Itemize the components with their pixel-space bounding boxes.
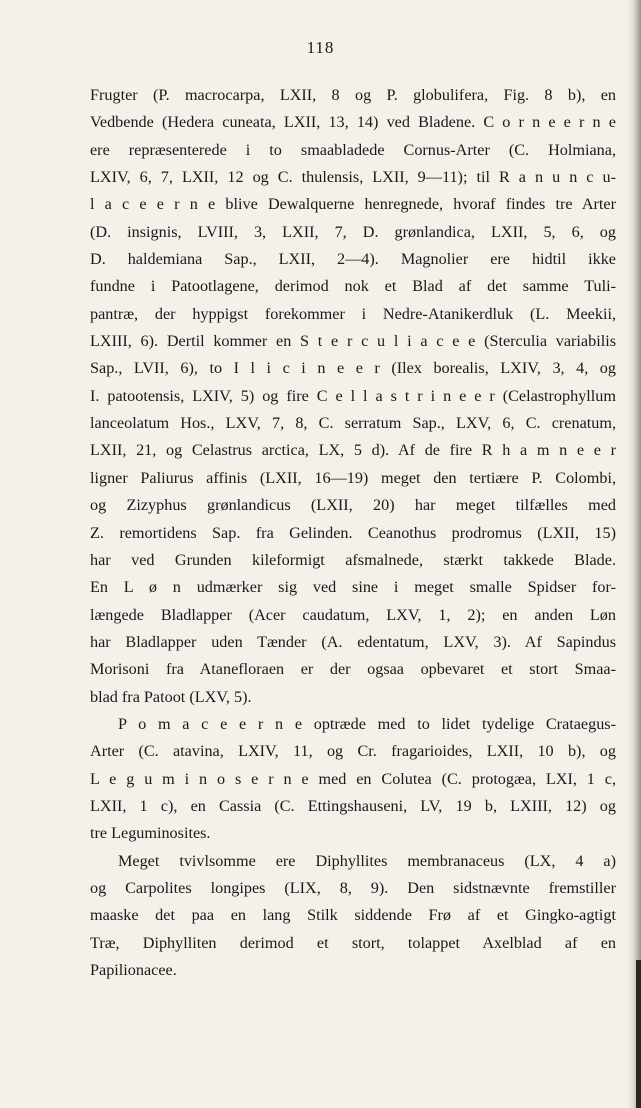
text-line: L e g u m i n o s e r n e med en Colutea (C. protogæa, LXI, 1 c, — [90, 769, 616, 788]
text-line: Papilionacee. — [90, 961, 177, 979]
text-line: ligner Paliurus affinis (LXII, 16—19) meget den tertiære P. Colombi, — [90, 468, 616, 487]
text-line: P o m a c e e r n e optræde med to lidet tydelige Crataegus- — [118, 714, 616, 733]
text-line: blad fra Patoot (LXV, 5). — [90, 687, 252, 706]
text-line: længede Bladlapper (Acer caudatum, LXV, 1, 2); en anden Løn — [90, 605, 616, 624]
text-line: D. haldemiana Sap., LXII, 2—4). Magnolier ere hidtil ikke — [90, 250, 616, 269]
page-edge-shadow — [627, 0, 641, 1108]
text-line: ere repræsenterede i to smaabladede Cornus-Arter (C. Holmiana, — [90, 140, 616, 159]
text-line: og Carpolites longipes (LIX, 8, 9). Den sidstnævnte fremstiller — [90, 878, 616, 897]
text-line: lanceolatum Hos., LXV, 7, 8, C. serratum Sap., LXV, 6, C. crenatum, — [90, 414, 616, 433]
text-line: maaske det paa en lang Stilk siddende Frø af et Gingko-agtigt — [90, 906, 616, 925]
text-line: Meget tvivlsomme ere Diphyllites membranaceus (LX, 4 a) — [118, 851, 616, 870]
text-line: har Bladlapper uden Tænder (A. edentatum, LXV, 3). Af Sapindus — [90, 632, 616, 651]
text-line: Træ, Diphylliten derimod et stort, tolappet Axelblad af en — [90, 933, 616, 952]
text-line: fundne i Patootlagene, derimod nok et Blad af det samme Tuli- — [90, 277, 616, 296]
text-line: har ved Grunden kileformigt afsmalnede, stærkt takkede Blade. — [90, 550, 616, 569]
text-line: LXII, 1 c), en Cassia (C. Ettingshauseni, LV, 19 b, LXIII, 12) og — [90, 796, 616, 815]
text-line: LXIII, 6). Dertil kommer en S t e r c u l i a c e e (Sterculia variabilis — [90, 332, 616, 351]
text-line: og Zizyphus grønlandicus (LXII, 20) har meget tilfælles med — [90, 496, 616, 515]
text-line: Vedbende (Hedera cuneata, LXII, 13, 14) ved Bladene. C o r n e e r n e — [90, 113, 616, 132]
text-line: LXIV, 6, 7, LXII, 12 og C. thulensis, LXII, 9—11); til R a n u n c u- — [90, 168, 616, 187]
text-line: (D. insignis, LVIII, 3, LXII, 7, D. grønlandica, LXII, 5, 6, og — [90, 222, 616, 241]
text-line: LXII, 21, og Celastrus arctica, LX, 5 d). Af de fire R h a m n e e r — [90, 441, 616, 460]
text-line: pantræ, der hyppigst forekommer i Nedre-Atanikerdluk (L. Meekii, — [90, 304, 616, 323]
body-text — [90, 82, 616, 984]
text-line: l a c e e r n e blive Dewalquerne henregnede, hvoraf findes tre Arter — [90, 195, 616, 214]
text-line: I. patootensis, LXIV, 5) og fire C e l l a s t r i n e e r (Celastrophyllum — [90, 386, 616, 405]
text-line: En L ø n udmærker sig ved sine i meget smalle Spidser for- — [90, 578, 616, 597]
text-line: tre Leguminosites. — [90, 824, 211, 843]
text-line: Frugter (P. macrocarpa, LXII, 8 og P. globulifera, Fig. 8 b), en — [90, 86, 616, 104]
page-edge-mark — [636, 960, 641, 1108]
text-line: Arter (C. atavina, LXIV, 11, og Cr. fragarioides, LXII, 10 b), og — [90, 742, 616, 761]
text-line: Z. remortidens Sap. fra Gelinden. Ceanothus prodromus (LXII, 15) — [90, 523, 616, 542]
text-line: Sap., LVII, 6), to I l i c i n e e r (Ilex borealis, LXIV, 3, 4, og — [90, 359, 616, 378]
text-line: Morisoni fra Atanefloraen er der ogsaa opbevaret et stort Smaa- — [90, 660, 616, 679]
page-number: 118 — [306, 38, 335, 57]
